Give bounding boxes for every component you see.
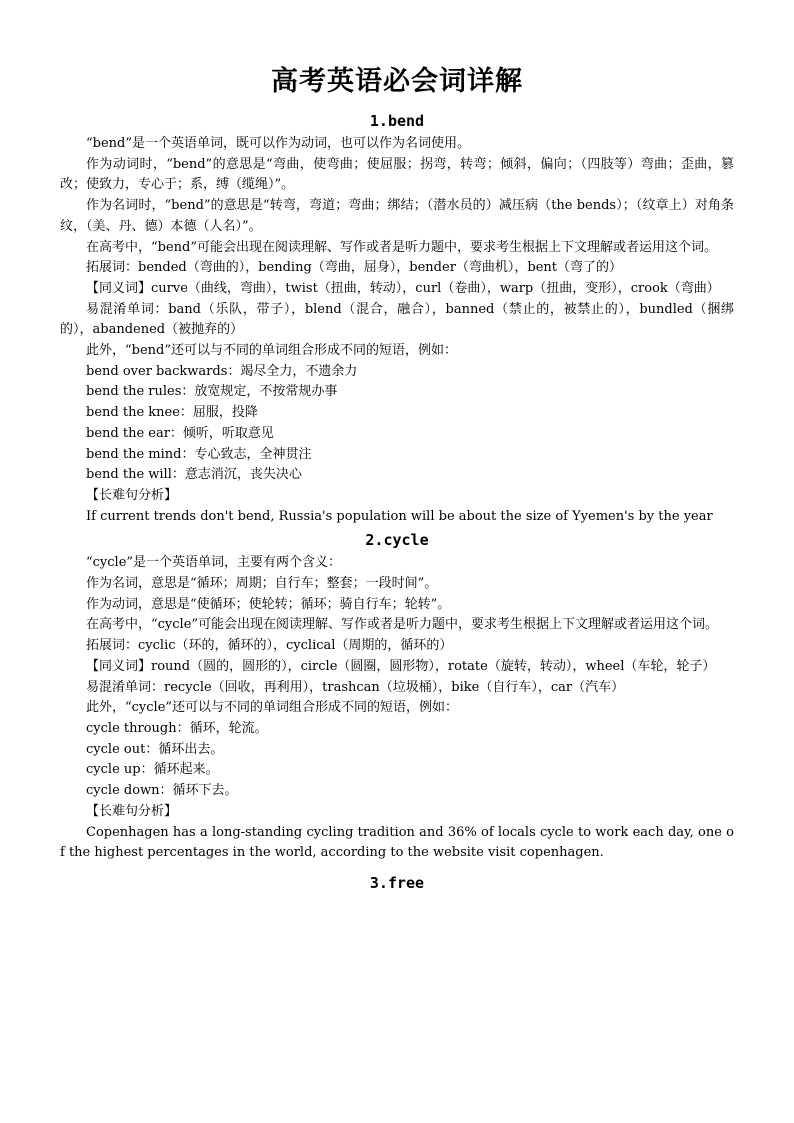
phrase-item: bend the ear：倾听，听取意见	[86, 425, 274, 441]
phrase-item: bend the knee：屈服，投降	[86, 405, 258, 421]
paragraph: 易混淆单词：recycle（回收，再利用），trashcan（垃圾桶），bike（自行车），car（汽车）	[86, 679, 625, 695]
section-heading: 1.bend	[369, 112, 425, 130]
paragraph: 在高考中，“bend”可能会出现在阅读理解、写作或者是听力题中，要求考生根据上下文理解或者运用这个词。	[86, 239, 718, 255]
example-sentence: If current trends don't bend, Russia's population will be about the size of Yyemen's by the year	[86, 508, 713, 524]
section-bend	[60, 110, 734, 527]
paragraph: 作为名词时，“bend”的意思是“转弯，弯道；弯曲；绑结；（潜水员的）减压病（the bends）；（纹章上）对角条纹，（美、丹、德）本德（人名）”。	[60, 198, 734, 234]
paragraph: 作为名词，意思是“循环；周期；自行车；整套；一段时间”。	[86, 576, 438, 592]
paragraph: 拓展词：cyclic（环的，循环的），cyclical（周期的，循环的）	[86, 638, 453, 654]
phrase-item: bend over backwards：竭尽全力，不遗余力	[86, 363, 358, 379]
paragraph: 作为动词时，“bend”的意思是“弯曲，使弯曲；使屈服；拐弯，转弯；倾斜，偏向；（四肢等）弯曲；歪曲，篡改；使致力，专心于；系，缚（缆绳）”。	[60, 156, 734, 193]
section-heading: 3.free	[369, 873, 425, 892]
paragraph: “bend”是一个英语单词，既可以作为动词，也可以作为名词使用。	[86, 136, 471, 151]
paragraph: 【同义词】curve（曲线，弯曲），twist（扭曲，转动），curl（卷曲），warp（扭曲，变形），crook（弯曲）	[86, 280, 720, 296]
paragraph: 此外，“bend”还可以与不同的单词组合形成不同的短语，例如：	[86, 343, 458, 359]
subheading: 【长难句分析】	[86, 487, 178, 503]
page-title: 高考英语必会词详解	[271, 66, 523, 97]
paragraph: 此外，“cycle”还可以与不同的单词组合形成不同的短语，例如：	[86, 700, 459, 716]
phrase-item: cycle up：循环起来。	[86, 762, 219, 778]
paragraph: “cycle”是一个英语单词，主要有两个含义：	[86, 555, 342, 571]
section-free	[60, 872, 734, 894]
paragraph: 【同义词】round（圆的，圆形的），circle（圆圈，圆形物），rotate（旋转，转动），wheel（车轮，轮子）	[86, 658, 716, 674]
section-heading: 2.cycle	[365, 531, 429, 550]
example-sentence: Copenhagen has a long-standing cycling tradition and 36% of locals cycle to work each day, one of the highest percentages in the world, according to the website visit copenhagen.	[60, 824, 734, 861]
paragraph: 在高考中，“cycle”可能会出现在阅读理解、写作或者是听力题中，要求考生根据上下文理解或者运用这个词。	[86, 617, 719, 633]
phrase-item: cycle down：循环下去。	[86, 783, 238, 799]
subheading: 【长难句分析】	[86, 803, 178, 819]
paragraph: 易混淆单词：band（乐队，带子），blend（混合，融合），banned（禁止的，被禁止的），bundled（捆绑的），abandened（被抛弃的）	[60, 301, 734, 338]
phrase-item: bend the rules：放宽规定，不按常规办事	[86, 384, 338, 400]
paragraph: 拓展词：bended（弯曲的），bending（弯曲，屈身），bender（弯曲机），bent（弯了的）	[86, 260, 623, 276]
phrase-item: bend the will：意志消沉，丧失决心	[86, 467, 302, 483]
phrase-item: cycle out：循环出去。	[86, 741, 224, 757]
phrase-item: cycle through：循环，轮流。	[86, 720, 268, 736]
section-cycle	[60, 529, 734, 864]
phrase-item: bend the mind：专心致志，全神贯注	[86, 446, 312, 462]
paragraph: 作为动词，意思是“使循环；使轮转；循环；骑自行车；轮转”。	[86, 596, 451, 612]
